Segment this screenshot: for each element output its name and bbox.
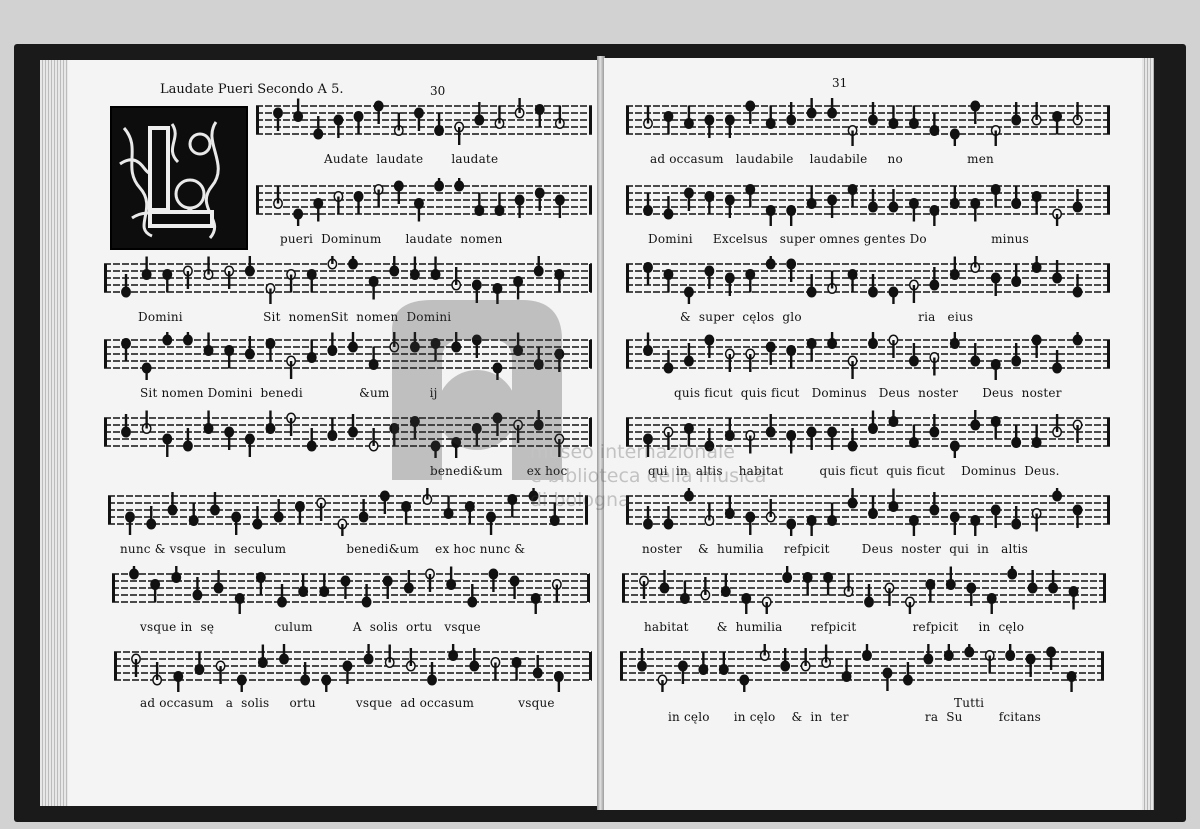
staff bbox=[104, 332, 592, 380]
lyric-line: Audate laudate laudate bbox=[324, 152, 499, 166]
staff bbox=[626, 256, 1110, 304]
staff bbox=[114, 644, 592, 692]
staff bbox=[256, 98, 592, 146]
lyric-line: noster & humilia refpicit Deus noster qui in altis bbox=[642, 542, 1028, 556]
lyric-line: in cęlo in cęlo & in ter ra Su fcitans bbox=[668, 710, 1041, 724]
staff bbox=[622, 566, 1106, 614]
staff bbox=[108, 488, 588, 536]
piece-title: Laudate Pueri Secondo A 5. bbox=[160, 82, 344, 97]
staff bbox=[626, 178, 1110, 226]
lyric-line: qui in altis habitat quis ficut quis ficut Dominus Deus. bbox=[648, 464, 1060, 478]
lyric-line: quis ficut quis ficut Dominus Deus noster Deus noster bbox=[674, 386, 1062, 400]
lyric-line: Sit nomen Domini benedi &um ij bbox=[140, 386, 438, 400]
staff bbox=[112, 566, 590, 614]
watermark-line: e biblioteca della musica bbox=[530, 465, 767, 487]
staff bbox=[626, 332, 1110, 380]
right-page-number: 31 bbox=[832, 76, 848, 90]
lyric-line: Domini Excelsus super omnes gentes Do minus bbox=[648, 232, 1029, 246]
lyric-line: ad occasum a solis ortu vsque ad occasum vsque bbox=[140, 696, 555, 710]
decorated-initial-letter bbox=[110, 106, 248, 250]
left-page bbox=[68, 60, 598, 806]
tutti-label: Tutti bbox=[954, 696, 985, 710]
lyric-line: vsque in sę culum A solis ortu vsque bbox=[140, 620, 481, 634]
left-page-number: 30 bbox=[430, 84, 446, 98]
staff bbox=[104, 256, 592, 304]
lyric-line: habitat & humilia refpicit refpicit in cęlo bbox=[644, 620, 1025, 634]
staff bbox=[626, 410, 1110, 458]
right-page bbox=[604, 58, 1142, 810]
staff bbox=[620, 644, 1104, 692]
watermark-line: di bologna bbox=[530, 489, 630, 511]
lyric-line: nunc & vsque in seculum benedi&um ex hoc nunc & bbox=[120, 542, 526, 556]
staff bbox=[256, 178, 592, 226]
lyric-line: ad occasum laudabile laudabile no men bbox=[650, 152, 994, 166]
lyric-line: benedi&um ex hoc bbox=[430, 464, 568, 478]
staff bbox=[104, 410, 592, 458]
staff bbox=[626, 98, 1110, 146]
watermark-line: museo internazionale bbox=[530, 441, 735, 463]
left-page-edges bbox=[40, 60, 68, 806]
lyric-line: & super cęlos glo ria eius bbox=[680, 310, 974, 324]
staff bbox=[626, 488, 1110, 536]
right-page-edges bbox=[1142, 58, 1154, 810]
lyric-line: pueri Dominum laudate nomen bbox=[280, 232, 503, 246]
lyric-line: Domini Sit nomenSit nomen Domini bbox=[138, 310, 452, 324]
